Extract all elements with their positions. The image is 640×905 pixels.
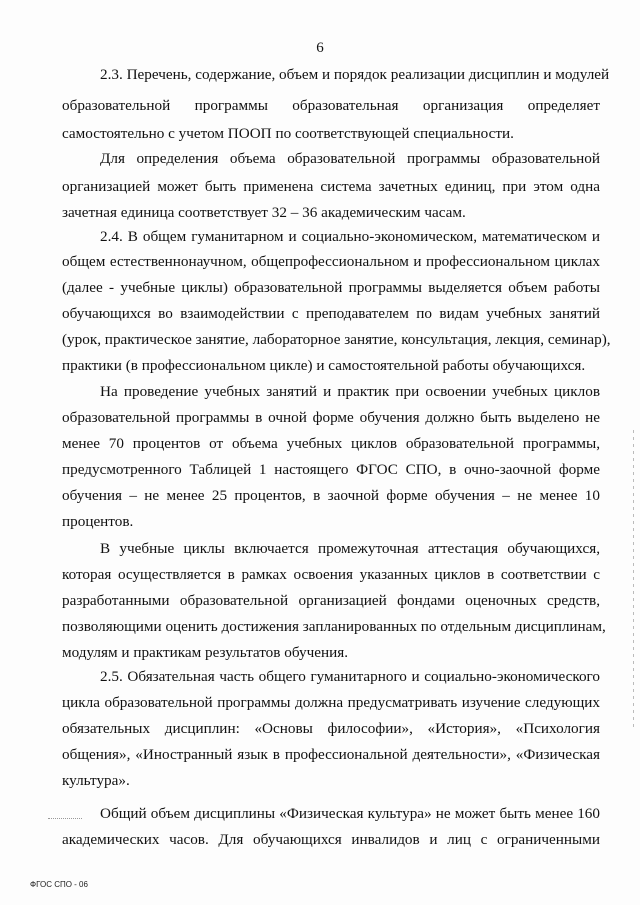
text-line: 2.4. В общем гуманитарном и социально-экономическом, математическом и	[100, 228, 600, 245]
text-line: образовательной программы в очной форме обучения должно быть выделено не	[62, 409, 600, 426]
text-line: обязательных дисциплин: «Основы философии», «История», «Психология	[62, 720, 600, 737]
text-line: 2.3. Перечень, содержание, объем и порядок реализации дисциплин и модулей	[100, 66, 610, 83]
text-line: цикла образовательной программы должна предусматривать изучение следующих	[62, 694, 600, 711]
text-line: В учебные циклы включается промежуточная аттестация обучающихся,	[100, 540, 600, 557]
text-line: обучающихся во взаимодействии с преподавателем по видам учебных занятий	[62, 305, 600, 322]
text-line: Для определения объема образовательной программы образовательной	[100, 150, 600, 167]
text-line: предусмотренного Таблицей 1 настоящего ФГОС СПО, в очно-заочной форме	[62, 461, 600, 478]
text-line: позволяющими оценить достижения запланированных по отдельным дисциплинам,	[62, 618, 606, 635]
text-line: зачетная единица соответствует 32 – 36 академическим часам.	[62, 204, 466, 221]
text-line: модулям и практикам результатов обучения.	[62, 644, 348, 661]
scan-edge-mark	[633, 430, 634, 730]
text-line: 2.5. Обязательная часть общего гуманитарного и социально-экономического	[100, 668, 600, 685]
text-line: образовательной программы образовательная организация определяет	[62, 97, 600, 114]
text-line: процентов.	[62, 513, 134, 530]
text-line: общем естественнонаучном, общепрофессиональном и профессиональном циклах	[62, 253, 600, 270]
scan-dash-mark	[48, 818, 82, 819]
text-line: общения», «Иностранный язык в профессиональной деятельности», «Физическая	[62, 746, 600, 763]
footer-code: ФГОС СПО - 06	[30, 880, 88, 889]
text-line: Общий объем дисциплины «Физическая культура» не может быть менее 160	[100, 805, 600, 822]
text-line: самостоятельно с учетом ПООП по соответствующей специальности.	[62, 125, 514, 142]
text-line: организацией может быть применена система зачетных единиц, при этом одна	[62, 178, 600, 195]
text-line: разработанными образовательной организацией фондами оценочных средств,	[62, 592, 600, 609]
text-line: менее 70 процентов от объема учебных циклов образовательной программы,	[62, 435, 600, 452]
text-line: обучения – не менее 25 процентов, в заочной форме обучения – не менее 10	[62, 487, 600, 504]
text-line: культура».	[62, 772, 130, 789]
text-line: (далее - учебные циклы) образовательной программы выделяется объем работы	[62, 279, 600, 296]
text-line: академических часов. Для обучающихся инвалидов и лиц с ограниченными	[62, 831, 600, 848]
text-line: практики (в профессиональном цикле) и самостоятельной работы обучающихся.	[62, 357, 586, 374]
text-line: На проведение учебных занятий и практик при освоении учебных циклов	[100, 383, 600, 400]
page-number: 6	[316, 40, 324, 56]
text-line: (урок, практическое занятие, лабораторное занятие, консультация, лекция, семинар),	[62, 331, 611, 348]
text-line: которая осуществляется в рамках освоения указанных циклов в соответствии с	[62, 566, 600, 583]
